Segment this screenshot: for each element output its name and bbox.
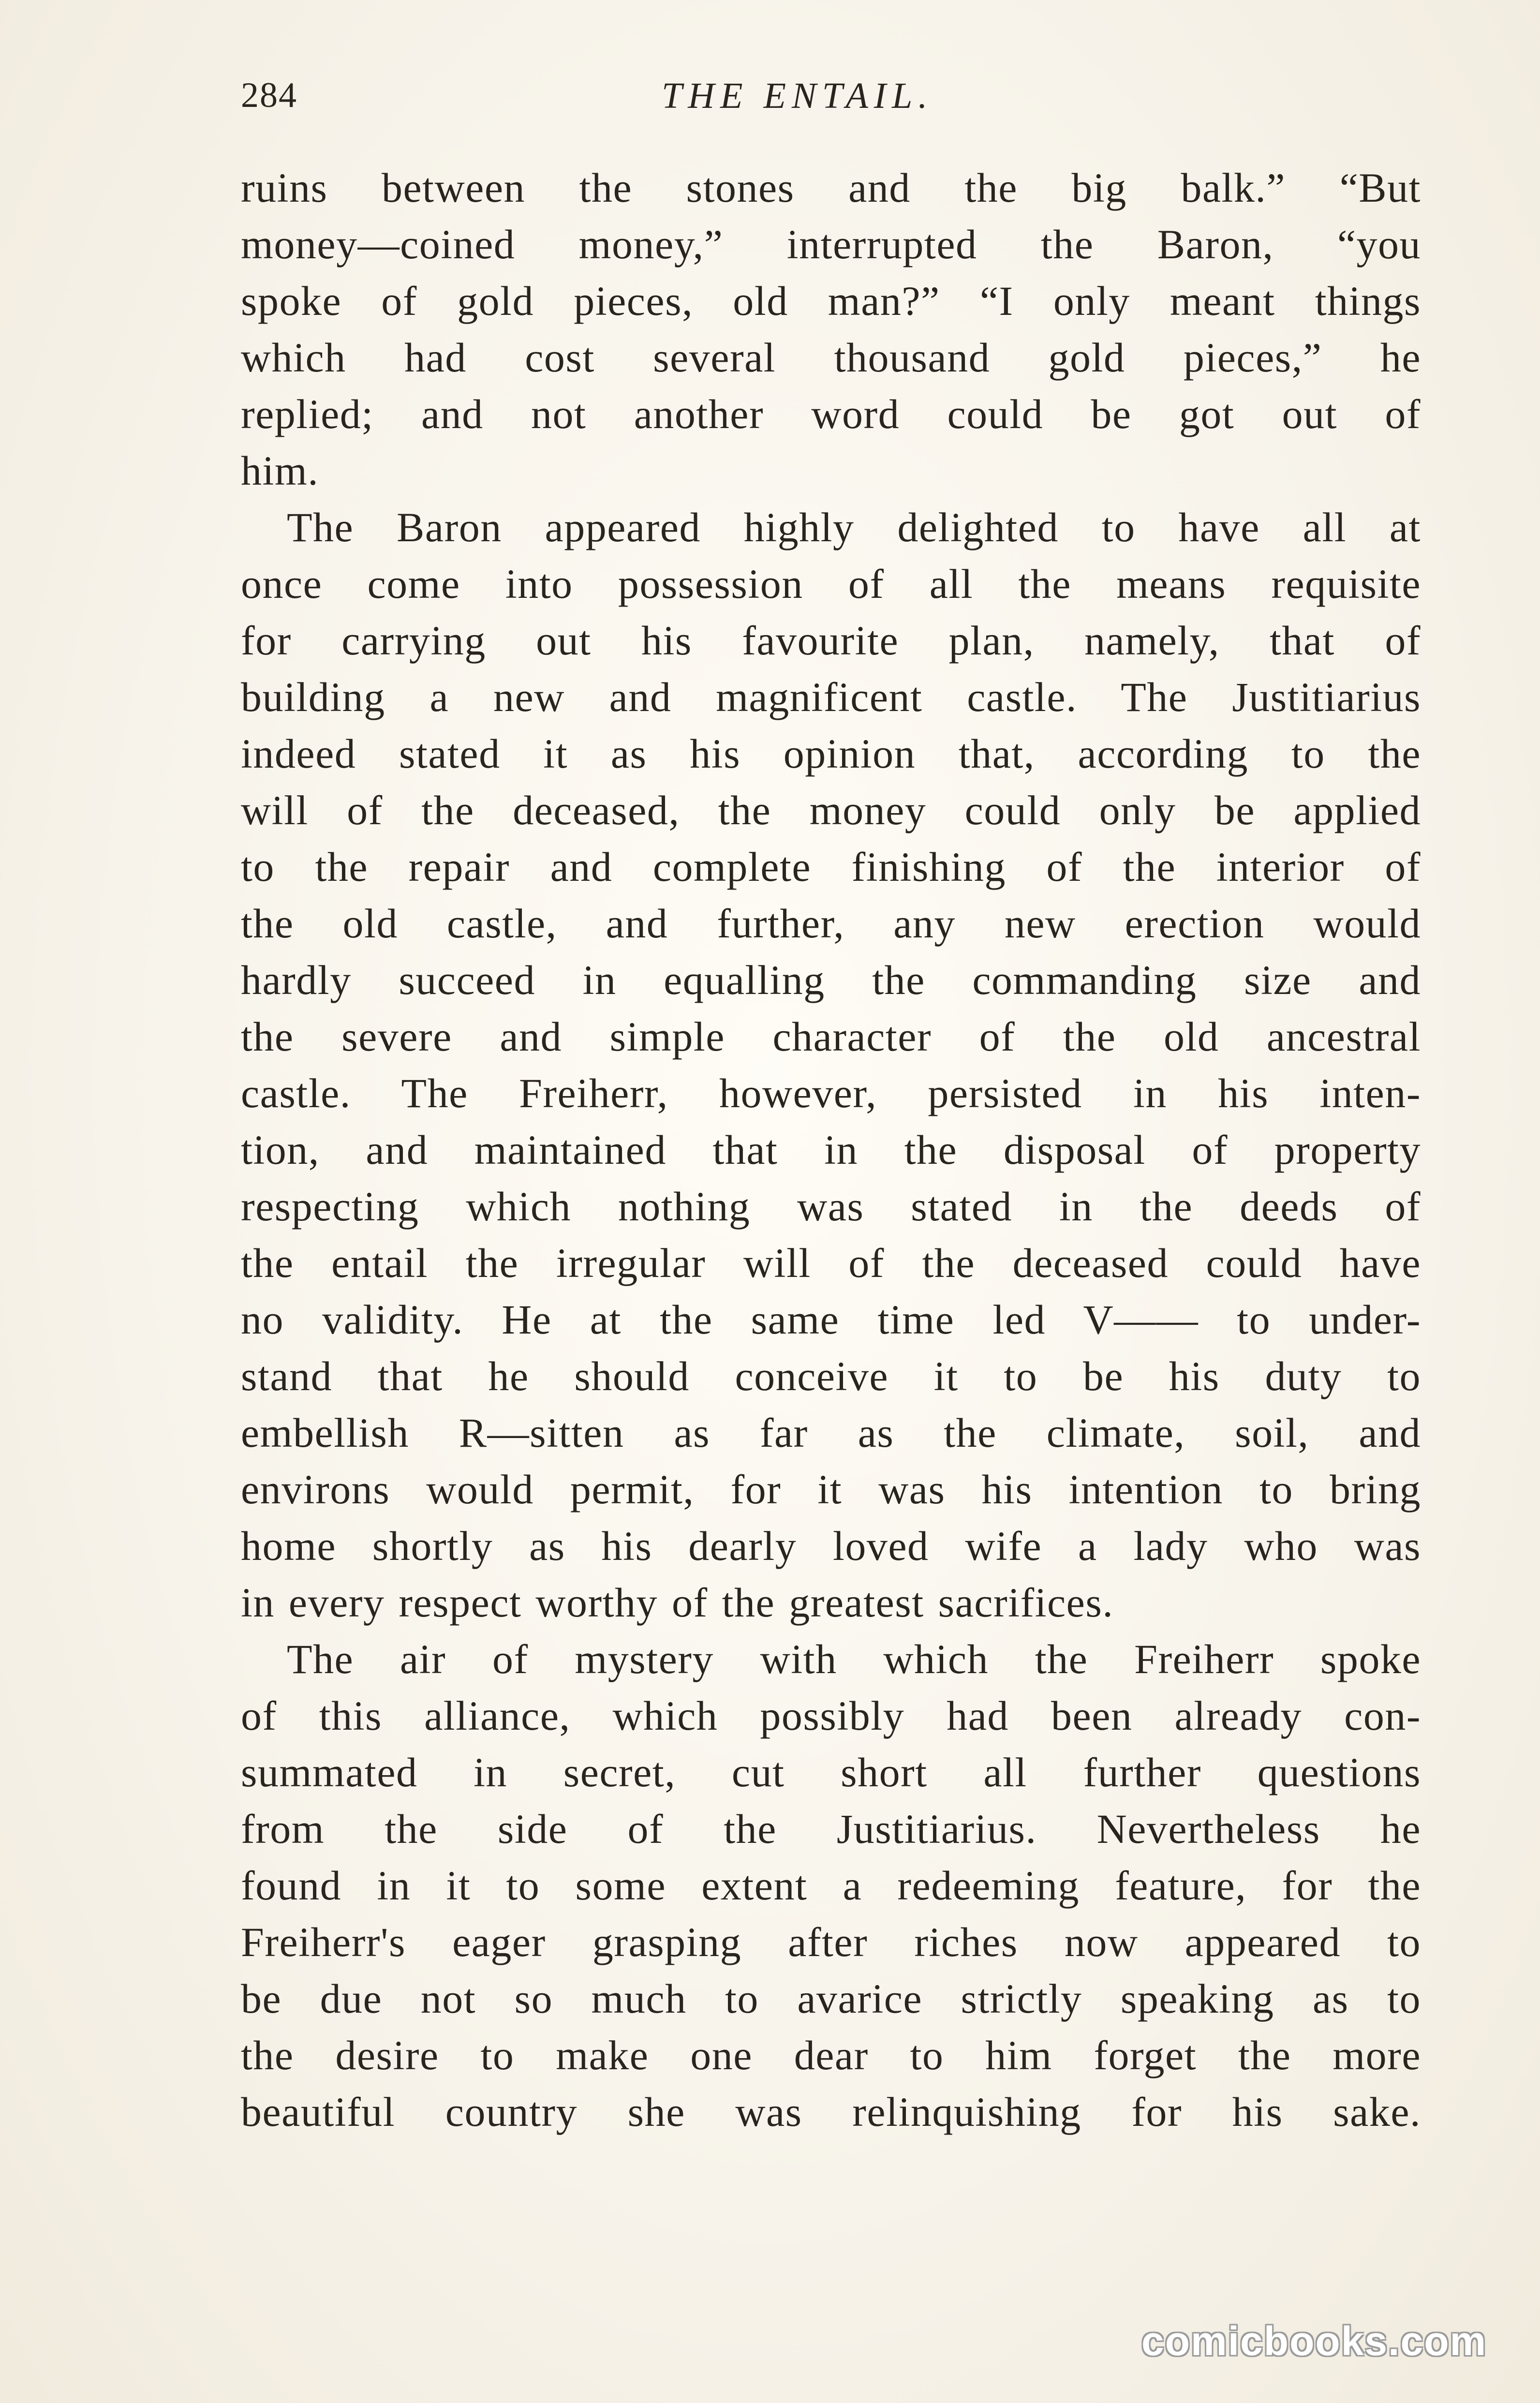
text-line: which had cost several thousand gold pieces,” he: [241, 334, 1421, 381]
text-line: of this alliance, which possibly had been already con-: [241, 1692, 1421, 1739]
watermark-logo: comicbooks.com: [1141, 2318, 1487, 2364]
text-line: tion, and maintained that in the disposal of property: [241, 1127, 1421, 1173]
text-line: no validity. He at the same time led V—— to under-: [241, 1296, 1421, 1343]
text-line: castle. The Freiherr, however, persisted in his inten-: [241, 1070, 1421, 1116]
text-line: spoke of gold pieces, old man?” “I only meant things: [241, 278, 1421, 324]
text-line: found in it to some extent a redeeming feature, for the: [241, 1862, 1421, 1909]
text-line: embellish R—sitten as far as the climate, soil, and: [241, 1409, 1421, 1456]
text-line: the old castle, and further, any new erection would: [241, 900, 1421, 947]
text-line: the desire to make one dear to him forget the more: [241, 2032, 1421, 2078]
running-head: [241, 68, 991, 126]
text-line: once come into possession of all the means requisite: [241, 561, 1421, 607]
text-line: will of the deceased, the money could only be applied: [241, 787, 1421, 833]
text-line: respecting which nothing was stated in the deeds of: [241, 1183, 1421, 1230]
text-line: summated in secret, cut short all further questions: [241, 1749, 1421, 1795]
text-line: environs would permit, for it was his intention to bring: [241, 1466, 1421, 1513]
text-line: stand that he should conceive it to be his duty to: [241, 1353, 1421, 1399]
text-line: indeed stated it as his opinion that, according to the: [241, 730, 1421, 777]
text-line: the severe and simple character of the old ancestral: [241, 1013, 1421, 1060]
text-line: to the repair and complete finishing of the interior of: [241, 844, 1421, 890]
text-line: in every respect worthy of the greatest sacrifices.: [241, 1579, 1114, 1626]
text-line: building a new and magnificent castle. The Justitiarius: [241, 674, 1421, 720]
text-line: money—coined money,” interrupted the Baron, “you: [241, 221, 1421, 267]
text-line: from the side of the Justitiarius. Nevertheless he: [241, 1806, 1421, 1852]
text-line: for carrying out his favourite plan, namely, that of: [241, 617, 1421, 664]
text-line: him.: [241, 447, 319, 494]
text-line: home shortly as his dearly loved wife a lady who was: [241, 1523, 1421, 1569]
paragraph-first-line: The Baron appeared highly delighted to have all at: [287, 504, 1421, 550]
page-number: 284: [241, 75, 297, 115]
text-line: ruins between the stones and the big balk.” “But: [241, 164, 1421, 211]
text-line: the entail the irregular will of the deceased could have: [241, 1240, 1421, 1286]
text-line: Freiherr's eager grasping after riches now appeared to: [241, 1919, 1421, 1965]
text-line: beautiful country she was relinquishing for his sake.: [241, 2089, 1421, 2135]
text-line: replied; and not another word could be got out of: [241, 391, 1421, 437]
running-title: THE ENTAIL.: [662, 75, 933, 116]
text-line: be due not so much to avarice strictly speaking as to: [241, 1975, 1421, 2022]
text-line: hardly succeed in equalling the commanding size and: [241, 957, 1421, 1003]
paragraph-first-line: The air of mystery with which the Freiherr spoke: [287, 1636, 1421, 1682]
body-text: [241, 160, 1421, 2140]
